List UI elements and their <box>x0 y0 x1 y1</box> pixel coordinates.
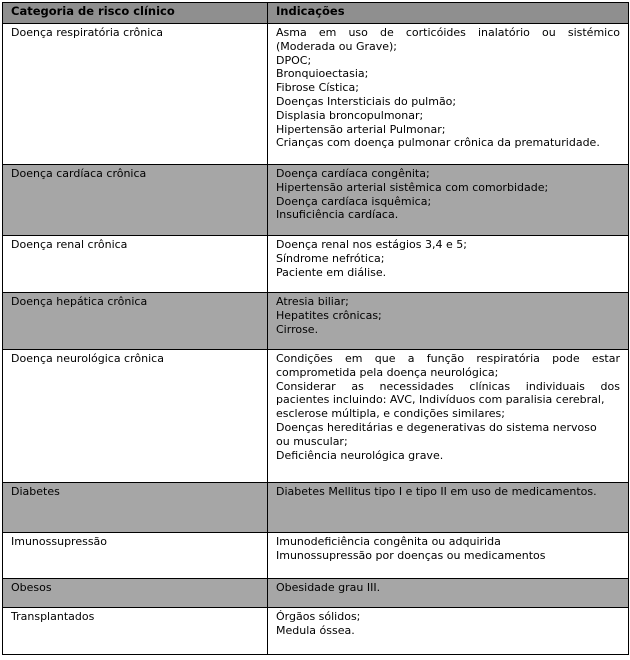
table-row <box>3 483 629 533</box>
indication-line: Crianças com doença pulmonar crônica da prematuridade. <box>276 136 600 150</box>
category-cell: Imunossupressão <box>3 533 268 579</box>
indication-line: Fibrose Cística; <box>276 81 359 95</box>
indication-line: Obesidade grau III. <box>276 581 381 594</box>
indication-line: Hipertensão arterial Pulmonar; <box>276 122 446 136</box>
indication-line: (Moderada ou Grave); <box>276 39 398 53</box>
indications-cell <box>268 608 629 655</box>
category-cell: Doença cardíaca crônica <box>3 165 268 236</box>
indication-line: Síndrome nefrótica; <box>276 251 385 265</box>
indication-line: ou muscular; <box>276 434 348 448</box>
indication-line: Diabetes Mellitus tipo I e tipo II em uso de medicamentos. <box>276 485 597 498</box>
indication-line: Doença renal nos estágios 3,4 e 5; <box>276 238 467 251</box>
indication-line: Asma em uso de corticóides inalatório ou sistémico <box>276 26 620 39</box>
table-row <box>3 236 629 293</box>
indication-line: Doença cardíaca isquêmica; <box>276 194 432 208</box>
table-row <box>3 293 629 350</box>
risk-category-table <box>2 2 629 655</box>
indications-cell <box>268 236 629 293</box>
indication-line: Insuficiência cardíaca. <box>276 208 399 222</box>
header-category: Categoria de risco clínico <box>3 3 268 24</box>
indication-line: Hipertensão arterial sistêmica com comorbidade; <box>276 180 549 194</box>
category-cell: Obesos <box>3 579 268 608</box>
indication-line: Displasia broncopulmonar; <box>276 108 424 122</box>
indications-cell <box>268 579 629 608</box>
table-row <box>3 350 629 483</box>
indications-cell <box>268 483 629 533</box>
indications-cell <box>268 350 629 483</box>
indications-cell <box>268 165 629 236</box>
indications-cell <box>268 293 629 350</box>
indication-line: pacientes incluindo: AVC, Indivíduos com paralisia cerebral, <box>276 393 605 407</box>
indication-line: esclerose múltipla, e condições similares; <box>276 407 505 421</box>
category-cell: Diabetes <box>3 483 268 533</box>
category-cell: Doença neurológica crônica <box>3 350 268 483</box>
table-row <box>3 533 629 579</box>
table-header-row <box>3 3 629 24</box>
indication-line: Imunossupressão por doenças ou medicamentos <box>276 548 546 562</box>
indication-line: Doença cardíaca congênita; <box>276 167 430 180</box>
indication-line: Imunodeficiência congênita ou adquirida <box>276 535 501 548</box>
category-cell: Doença renal crônica <box>3 236 268 293</box>
category-cell: Doença respiratória crônica <box>3 24 268 165</box>
table-row <box>3 165 629 236</box>
indication-line: Doenças Intersticiais do pulmão; <box>276 94 457 108</box>
indications-cell <box>268 24 629 165</box>
header-indications: Indicações <box>268 3 629 24</box>
indications-cell <box>268 533 629 579</box>
indication-line: Deficiência neurológica grave. <box>276 448 444 462</box>
indication-line: Cirrose. <box>276 322 319 336</box>
indication-line: Paciente em diálise. <box>276 265 387 279</box>
indication-line: Doenças hereditárias e degenerativas do sistema nervoso <box>276 420 597 434</box>
table-row <box>3 608 629 655</box>
indication-line: Atresia biliar; <box>276 295 349 308</box>
category-cell: Transplantados <box>3 608 268 655</box>
indication-line: Condições em que a função respiratória pode estar <box>276 352 620 365</box>
indication-line: comprometida pela doença neurológica; <box>276 365 499 379</box>
indication-line: DPOC; <box>276 53 312 67</box>
table-row <box>3 579 629 608</box>
indication-line: Considerar as necessidades clínicas individuais dos <box>276 379 620 393</box>
indication-line: Medula óssea. <box>276 623 355 637</box>
category-cell: Doença hepática crônica <box>3 293 268 350</box>
indication-line: Hepatites crônicas; <box>276 308 382 322</box>
indication-line: Bronquioectasia; <box>276 67 369 81</box>
indication-line: Órgãos sólidos; <box>276 610 361 623</box>
table-row <box>3 24 629 165</box>
